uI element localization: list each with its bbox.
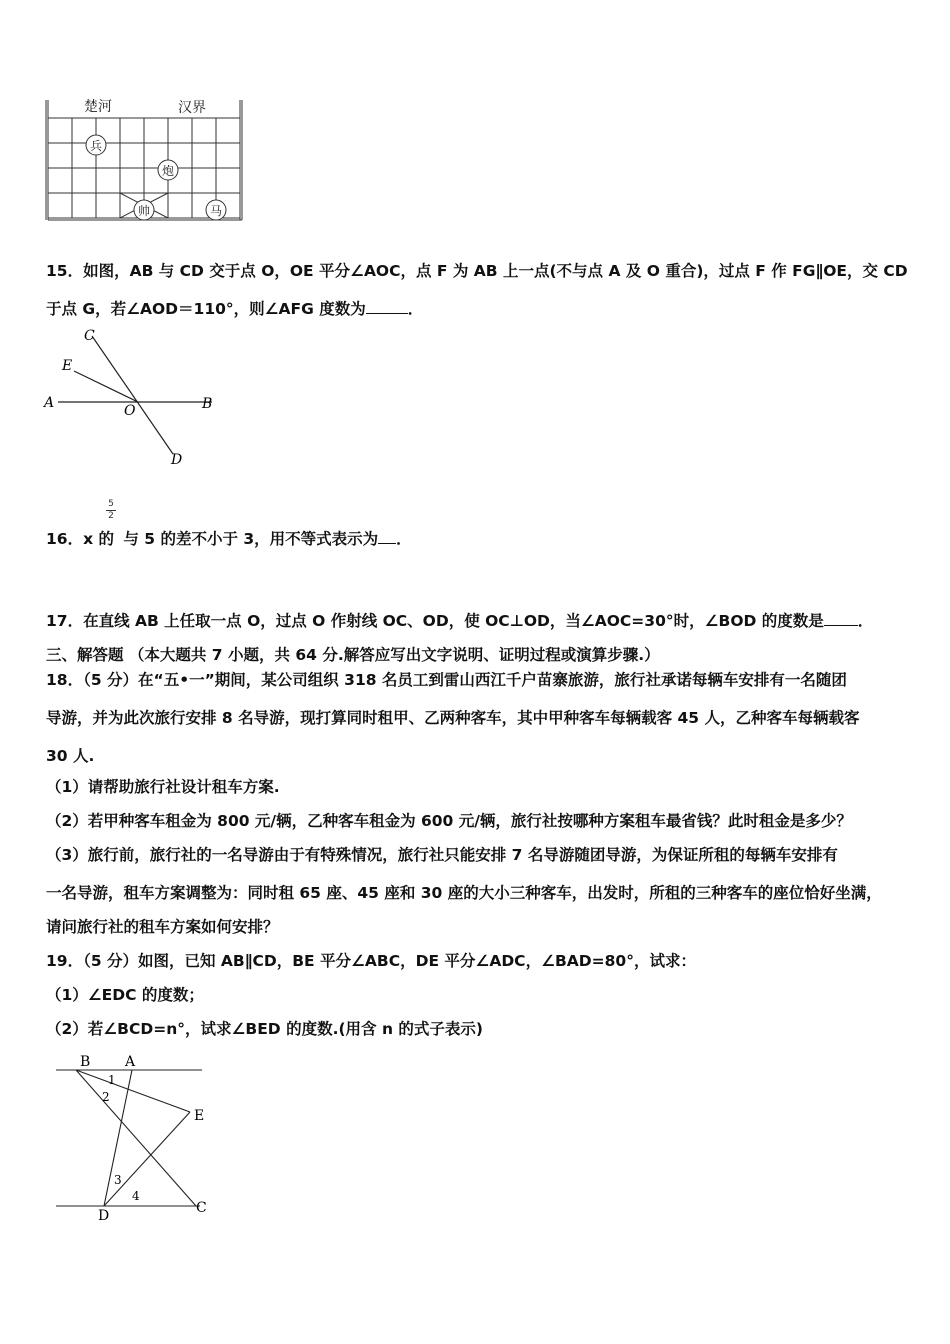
q15-line2-text: 于点 G，若∠AOD＝110°，则∠AFG 度数为 — [46, 300, 366, 318]
piece-soldier — [86, 135, 106, 155]
angle-label-3: 3 — [114, 1173, 122, 1187]
q18-line1: 18．（5 分）在“五•一”期间，某公司组织 318 名员工到雷山西江千户苗寨旅游，旅行社承诺每辆车安排有一名随团 — [46, 671, 847, 689]
q17-text-a: 17．在直线 AB 上任取一点 O，过点 O 作射线 OC、OD，使 OC⊥OD，当∠AOC=30°时，∠BOD 的度数是 — [46, 612, 824, 630]
label-a: A — [44, 395, 55, 411]
angle-label-1: 1 — [108, 1073, 116, 1087]
q18-part3-line2: 一名导游，租车方案调整为：同时租 65 座、45 座和 30 座的大小三种客车，出发时，所租的三种客车的座位恰好坐满， — [46, 884, 882, 902]
label-e: E — [62, 358, 73, 374]
angle-label-2: 2 — [102, 1090, 110, 1104]
q15-line1: 15．如图，AB 与 CD 交于点 O，OE 平分∠AOC，点 F 为 AB 上一点(不与点 A 及 O 重合)，过点 F 作 FG∥OE，交 CD — [46, 262, 908, 280]
chessboard-figure — [40, 96, 250, 226]
q17-line — [46, 611, 873, 631]
label-o: O — [124, 403, 136, 419]
q16-frac-den: 2 — [108, 511, 114, 521]
piece-soldier-label: 兵 — [89, 139, 103, 153]
piece-horse — [206, 200, 226, 220]
river-right-label: 汉界 — [178, 100, 206, 116]
q19-part1: （1）∠EDC 的度数； — [46, 986, 204, 1004]
q16-answer-blank — [378, 529, 396, 544]
segment-bc — [76, 1070, 196, 1206]
q18-part3-line1: （3）旅行前，旅行社的一名导游由于有特殊情况，旅行社只能安排 7 名导游随团导游，为保证所租的每辆车安排有 — [46, 846, 838, 864]
q15-figure — [40, 322, 230, 472]
label-b: B — [202, 396, 213, 412]
q16-frac-num: 5 — [108, 499, 114, 509]
label-a: A — [125, 1054, 136, 1070]
q17-answer-blank — [824, 611, 858, 626]
piece-cannon — [158, 160, 178, 180]
q16-text-a: 16．x 的 — [46, 530, 114, 548]
piece-general — [134, 200, 154, 220]
label-d: D — [98, 1208, 110, 1224]
river-left-label: 楚河 — [84, 99, 112, 115]
segment-be — [76, 1070, 190, 1112]
piece-horse-label: 马 — [209, 204, 223, 218]
q18-part1: （1）请帮助旅行社设计租车方案. — [46, 778, 280, 796]
piece-general-label: 帅 — [137, 204, 151, 218]
angle-label-4: 4 — [132, 1189, 140, 1203]
label-d: D — [171, 452, 183, 468]
q16-text-c: ． — [396, 530, 412, 548]
q17-text-b: ． — [857, 612, 874, 630]
q16-fraction — [106, 500, 116, 521]
label-c: C — [84, 328, 95, 344]
q16-text-b: 与 5 的差不小于 3，用不等式表示为 — [123, 530, 379, 548]
segment-de — [104, 1112, 190, 1206]
q15-line2 — [46, 299, 423, 319]
q19-line1: 19．（5 分）如图，已知 AB∥CD，BE 平分∠ABC，DE 平分∠ADC，∠BAD=80°，试求： — [46, 952, 696, 970]
q19-part2: （2）若∠BCD=n°，试求∠BED 的度数.(用含 n 的式子表示) — [46, 1020, 483, 1038]
q18-part2: （2）若甲种客车租金为 800 元/辆，乙种客车租金为 600 元/辆，旅行社按哪种方案租车最省钱？此时租金是多少？ — [46, 812, 852, 830]
label-e: E — [194, 1108, 205, 1124]
q18-line3: 30 人. — [46, 747, 95, 765]
q19-figure — [46, 1048, 226, 1224]
line-cd — [92, 336, 173, 454]
q18-part3-line3: 请问旅行社的租车方案如何安排？ — [46, 918, 279, 936]
q15-answer-blank — [366, 299, 408, 314]
ray-oe — [74, 371, 138, 402]
label-c: C — [196, 1200, 207, 1216]
q16-line — [46, 529, 412, 549]
label-b: B — [80, 1054, 91, 1070]
q18-line2: 导游，并为此次旅行安排 8 名导游，现打算同时租甲、乙两种客车，其中甲种客车每辆载客 45 人，乙种客车每辆载客 — [46, 709, 860, 727]
piece-cannon-label: 炮 — [161, 164, 175, 178]
section-3-heading: 三、解答题 （本大题共 7 小题，共 64 分.解答应写出文字说明、证明过程或演算步骤.） — [46, 646, 660, 664]
q15-line2-end: ． — [407, 300, 424, 318]
